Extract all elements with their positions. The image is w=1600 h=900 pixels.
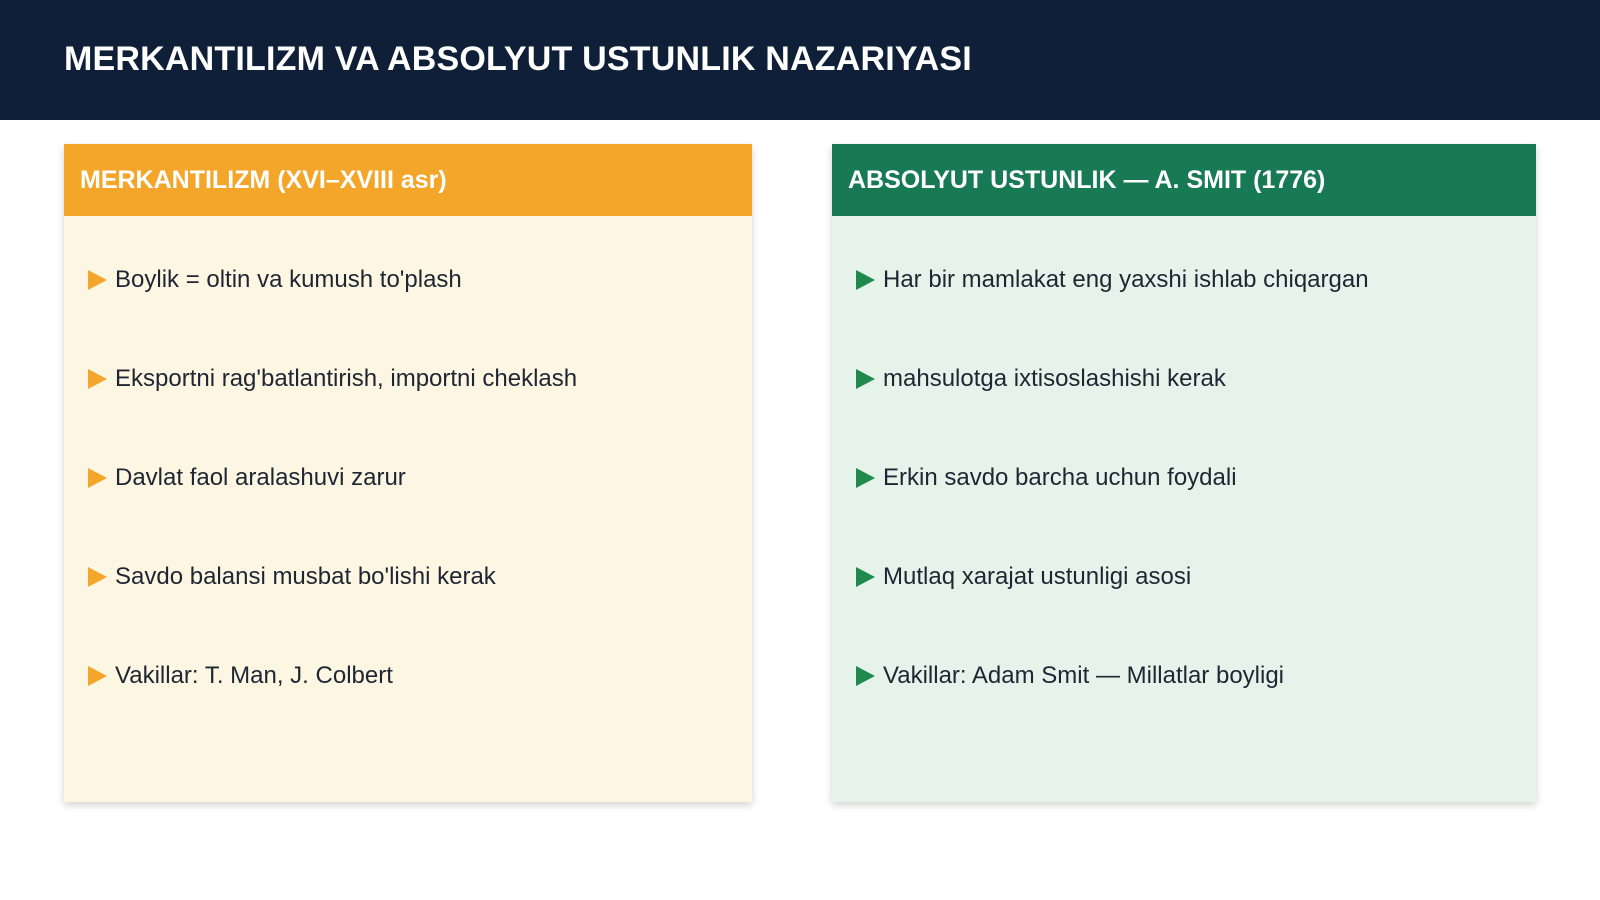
triangle-bullet-icon (88, 468, 107, 488)
triangle-bullet-icon (856, 369, 875, 389)
list-item-text: Eksportni rag'batlantirish, importni cheklash (115, 365, 578, 392)
list-item-text: mahsulotga ixtisoslashishi kerak (883, 365, 1226, 392)
triangle-bullet-icon (88, 369, 107, 389)
list-item-text: Mutlaq xarajat ustunligi asosi (883, 563, 1192, 590)
triangle-bullet-icon (88, 270, 107, 290)
list-item (856, 656, 1284, 696)
triangle-bullet-icon (856, 270, 875, 290)
list-item-text: Davlat faol aralashuvi zarur (115, 464, 406, 491)
triangle-bullet-icon (856, 468, 875, 488)
list-item-text: Savdo balansi musbat bo'lishi kerak (115, 563, 496, 590)
list-item-text: Har bir mamlakat eng yaxshi ishlab chiqargan (883, 266, 1369, 293)
absolute-advantage-panel (832, 144, 1536, 802)
absolute-advantage-heading: ABSOLYUT USTUNLIK — A. SMIT (1776) (832, 144, 1536, 216)
list-item-text: Vakillar: T. Man, J. Colbert (115, 662, 393, 689)
mercantilism-panel (64, 144, 752, 802)
list-item-text: Vakillar: Adam Smit — Millatlar boyligi (883, 662, 1285, 689)
triangle-bullet-icon (856, 666, 875, 686)
triangle-bullet-icon (856, 567, 875, 587)
list-item-text: Erkin savdo barcha uchun foydali (883, 464, 1237, 491)
list-item (88, 458, 406, 498)
slide-title: MERKANTILIZM VA ABSOLYUT USTUNLIK NAZARIYASI (64, 40, 972, 78)
triangle-bullet-icon (88, 666, 107, 686)
list-item (856, 557, 1191, 597)
list-item (88, 359, 577, 399)
list-item (88, 260, 462, 300)
mercantilism-heading: MERKANTILIZM (XVI–XVIII asr) (64, 144, 752, 216)
list-item (856, 458, 1237, 498)
triangle-bullet-icon (88, 567, 107, 587)
list-item (88, 557, 496, 597)
list-item (856, 260, 1369, 300)
list-item-text: Boylik = oltin va kumush to'plash (115, 266, 462, 293)
list-item (856, 359, 1226, 399)
header-bar (0, 0, 1600, 120)
list-item (88, 656, 393, 696)
